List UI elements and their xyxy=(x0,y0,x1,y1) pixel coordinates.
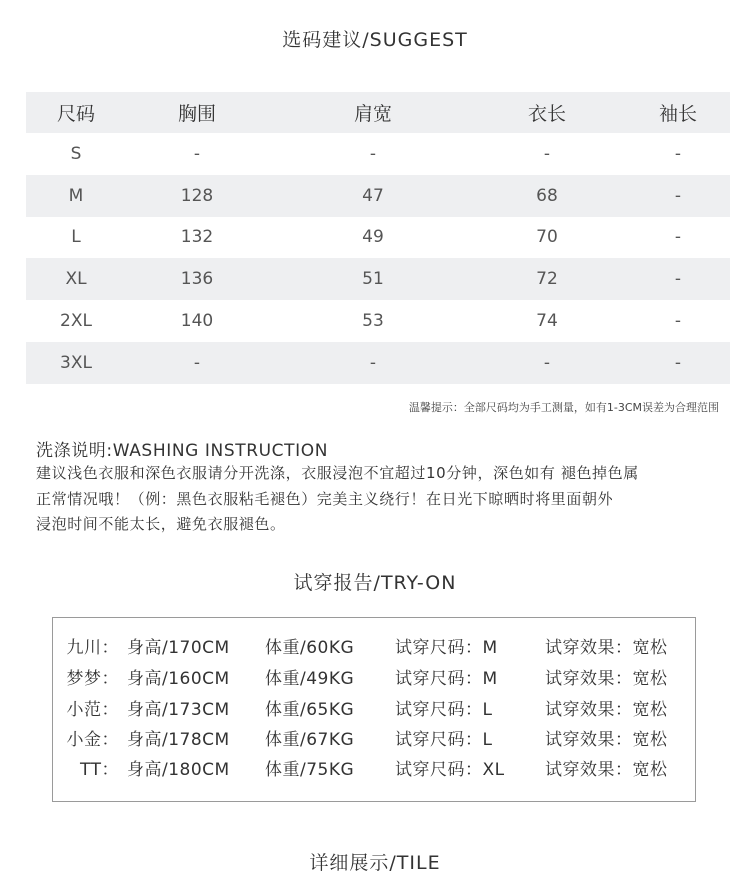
tryon-weight: 体重/49KG xyxy=(265,669,355,689)
tryon-weight: 体重/60KG xyxy=(265,638,355,658)
table-row xyxy=(26,258,730,300)
tryon-weight: 体重/75KG xyxy=(265,760,355,780)
tryon-name: 九川： xyxy=(66,638,119,658)
table-cell: - xyxy=(674,311,682,332)
tryon-height: 身高/170CM xyxy=(127,638,230,658)
washing-text-line: 正常情况哦！（例：黑色衣服粘毛褪色）完美主义绕行！在日光下晾晒时将里面朝外 xyxy=(36,490,614,508)
size-table xyxy=(26,92,730,384)
table-cell: 140 xyxy=(180,311,214,332)
tryon-name: 梦梦： xyxy=(66,669,119,689)
tryon-height: 身高/160CM xyxy=(127,669,230,689)
tryon-height: 身高/178CM xyxy=(127,730,230,750)
table-row xyxy=(26,217,730,259)
tryon-size: 试穿尺码：L xyxy=(395,730,493,750)
table-cell: 68 xyxy=(536,185,558,206)
table-cell: XL xyxy=(65,269,87,290)
table-cell: - xyxy=(674,352,682,373)
tryon-row xyxy=(53,695,695,725)
table-cell: - xyxy=(674,227,682,248)
header-cell: 胸围 xyxy=(177,103,216,125)
table-cell: S xyxy=(70,143,82,164)
table-cell: 72 xyxy=(536,269,558,290)
table-cell: - xyxy=(543,143,551,164)
table-cell: - xyxy=(369,143,377,164)
tryon-name: TT： xyxy=(80,760,119,780)
table-cell: 53 xyxy=(362,311,384,332)
washing-heading: 洗涤说明:WASHING INSTRUCTION xyxy=(36,441,329,461)
table-cell: M xyxy=(68,185,84,206)
tryon-row xyxy=(53,664,695,694)
table-cell: 132 xyxy=(180,227,214,248)
table-cell: 74 xyxy=(536,311,558,332)
table-cell: 49 xyxy=(362,227,384,248)
tryon-row xyxy=(53,633,695,663)
tryon-name: 小金： xyxy=(66,730,119,750)
tryon-fit: 试穿效果：宽松 xyxy=(545,700,668,720)
tryon-row xyxy=(53,755,695,785)
table-cell: 128 xyxy=(180,185,214,206)
tryon-name: 小范： xyxy=(66,700,119,720)
header-cell: 衣长 xyxy=(527,103,566,125)
tryon-fit: 试穿效果：宽松 xyxy=(545,730,668,750)
table-cell: 2XL xyxy=(60,311,92,332)
tryon-weight: 体重/67KG xyxy=(265,730,355,750)
tryon-size: 试穿尺码：M xyxy=(395,638,498,658)
table-cell: - xyxy=(674,269,682,290)
header-cell: 袖长 xyxy=(658,103,697,125)
table-row xyxy=(26,133,730,175)
tryon-fit: 试穿效果：宽松 xyxy=(545,760,668,780)
tryon-row xyxy=(53,725,695,755)
washing-text-line: 建议浅色衣服和深色衣服请分开洗涤，衣服浸泡不宜超过10分钟，深色如有 褪色掉色属 xyxy=(36,464,639,482)
tryon-report-box xyxy=(52,617,696,802)
table-cell: L xyxy=(71,227,81,248)
table-cell: 3XL xyxy=(60,352,92,373)
tryon-fit: 试穿效果：宽松 xyxy=(545,669,668,689)
table-cell: - xyxy=(674,185,682,206)
table-cell: 70 xyxy=(536,227,558,248)
table-row xyxy=(26,342,730,384)
table-cell: 136 xyxy=(180,269,214,290)
table-cell: - xyxy=(543,352,551,373)
table-cell: - xyxy=(193,352,201,373)
tryon-height: 身高/173CM xyxy=(127,700,230,720)
washing-text-line: 浸泡时间不能太长，避免衣服褪色。 xyxy=(36,515,286,533)
header-cell: 肩宽 xyxy=(353,103,392,125)
table-cell: 47 xyxy=(362,185,384,206)
table-row xyxy=(26,300,730,342)
tryon-fit: 试穿效果：宽松 xyxy=(545,638,668,658)
tryon-size: 试穿尺码：M xyxy=(395,669,498,689)
tryon-size: 试穿尺码：XL xyxy=(395,760,505,780)
table-cell: 51 xyxy=(362,269,384,290)
table-cell: - xyxy=(193,143,201,164)
tryon-size: 试穿尺码：L xyxy=(395,700,493,720)
table-cell: - xyxy=(369,352,377,373)
table-cell: - xyxy=(674,143,682,164)
table-row xyxy=(26,175,730,217)
section-title-tile: 详细展示/TILE xyxy=(309,852,441,874)
size-table-header xyxy=(26,92,730,133)
section-title-suggest: 选码建议/SUGGEST xyxy=(282,29,468,51)
header-cell: 尺码 xyxy=(56,103,95,125)
tryon-height: 身高/180CM xyxy=(127,760,230,780)
section-title-tryon: 试穿报告/TRY-ON xyxy=(293,572,457,594)
tryon-weight: 体重/65KG xyxy=(265,700,355,720)
measurement-note: 温馨提示：全部尺码均为手工测量，如有1-3CM误差为合理范围 xyxy=(408,401,719,414)
